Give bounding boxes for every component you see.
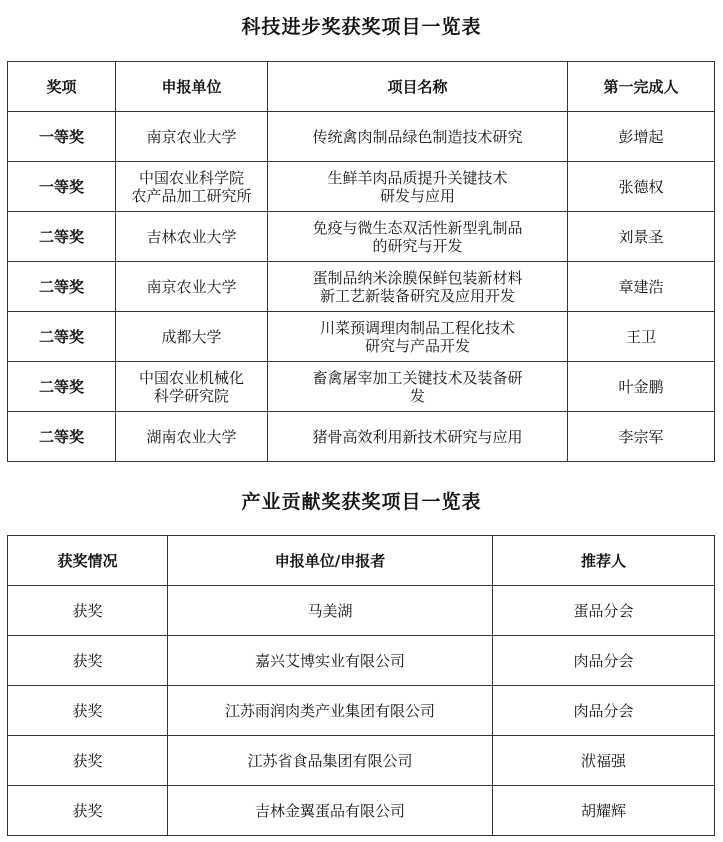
cell-recommender: 肉品分会	[493, 686, 715, 736]
cell-first-person: 张德权	[568, 162, 715, 212]
cell-unit: 南京农业大学	[116, 112, 268, 162]
table-row	[8, 636, 715, 686]
awards-table-industry	[7, 535, 715, 836]
table-row	[8, 312, 715, 362]
cell-applicant: 吉林金翼蛋品有限公司	[168, 786, 493, 836]
cell-first-person: 李宗军	[568, 412, 715, 462]
cell-award: 二等奖	[8, 262, 116, 312]
cell-project: 免疫与微生态双活性新型乳制品 的研究与开发	[268, 212, 568, 262]
table2-title: 产业贡献奖获奖项目一览表	[241, 491, 482, 513]
cell-recommender: 洑福强	[493, 736, 715, 786]
table-header-row	[8, 536, 715, 586]
header-recommender: 推荐人	[493, 536, 715, 586]
cell-status: 获奖	[8, 586, 168, 636]
cell-applicant: 马美湖	[168, 586, 493, 636]
table-row	[8, 162, 715, 212]
cell-applicant: 江苏雨润肉类产业集团有限公司	[168, 686, 493, 736]
cell-recommender: 肉品分会	[493, 636, 715, 686]
cell-project: 川菜预调理肉制品工程化技术 研究与产品开发	[268, 312, 568, 362]
cell-unit: 吉林农业大学	[116, 212, 268, 262]
table-row	[8, 586, 715, 636]
cell-award: 一等奖	[8, 162, 116, 212]
table-row	[8, 112, 715, 162]
table-row	[8, 736, 715, 786]
cell-project: 畜禽屠宰加工关键技术及装备研 发	[268, 362, 568, 412]
cell-first-person: 彭增起	[568, 112, 715, 162]
cell-first-person: 王卫	[568, 312, 715, 362]
table-header-row	[8, 62, 715, 112]
cell-award: 二等奖	[8, 312, 116, 362]
cell-applicant: 嘉兴艾博实业有限公司	[168, 636, 493, 686]
cell-project: 生鲜羊肉品质提升关键技术 研发与应用	[268, 162, 568, 212]
table-row	[8, 412, 715, 462]
table-row	[8, 212, 715, 262]
cell-project: 猪骨高效利用新技术研究与应用	[268, 412, 568, 462]
cell-first-person: 刘景圣	[568, 212, 715, 262]
cell-status: 获奖	[8, 736, 168, 786]
cell-recommender: 胡耀辉	[493, 786, 715, 836]
table-row	[8, 362, 715, 412]
cell-applicant: 江苏省食品集团有限公司	[168, 736, 493, 786]
cell-first-person: 章建浩	[568, 262, 715, 312]
cell-award: 二等奖	[8, 362, 116, 412]
table-row	[8, 262, 715, 312]
cell-unit: 中国农业科学院 农产品加工研究所	[116, 162, 268, 212]
header-award: 奖项	[8, 62, 116, 112]
cell-first-person: 叶金鹏	[568, 362, 715, 412]
cell-project: 蛋制品纳米涂膜保鲜包装新材料 新工艺新装备研究及应用开发	[268, 262, 568, 312]
awards-table-sci-tech	[7, 61, 715, 462]
cell-unit: 成都大学	[116, 312, 268, 362]
table-row	[8, 786, 715, 836]
cell-unit: 南京农业大学	[116, 262, 268, 312]
cell-recommender: 蛋品分会	[493, 586, 715, 636]
header-first-person: 第一完成人	[568, 62, 715, 112]
cell-status: 获奖	[8, 686, 168, 736]
cell-award: 二等奖	[8, 212, 116, 262]
header-project: 项目名称	[268, 62, 568, 112]
cell-status: 获奖	[8, 636, 168, 686]
header-unit: 申报单位	[116, 62, 268, 112]
table1-title: 科技进步奖获奖项目一览表	[241, 16, 482, 38]
cell-award: 二等奖	[8, 412, 116, 462]
table-row	[8, 686, 715, 736]
cell-unit: 中国农业机械化 科学研究院	[116, 362, 268, 412]
header-status: 获奖情况	[8, 536, 168, 586]
cell-award: 一等奖	[8, 112, 116, 162]
cell-project: 传统禽肉制品绿色制造技术研究	[268, 112, 568, 162]
cell-unit: 湖南农业大学	[116, 412, 268, 462]
header-applicant: 申报单位/申报者	[168, 536, 493, 586]
cell-status: 获奖	[8, 786, 168, 836]
